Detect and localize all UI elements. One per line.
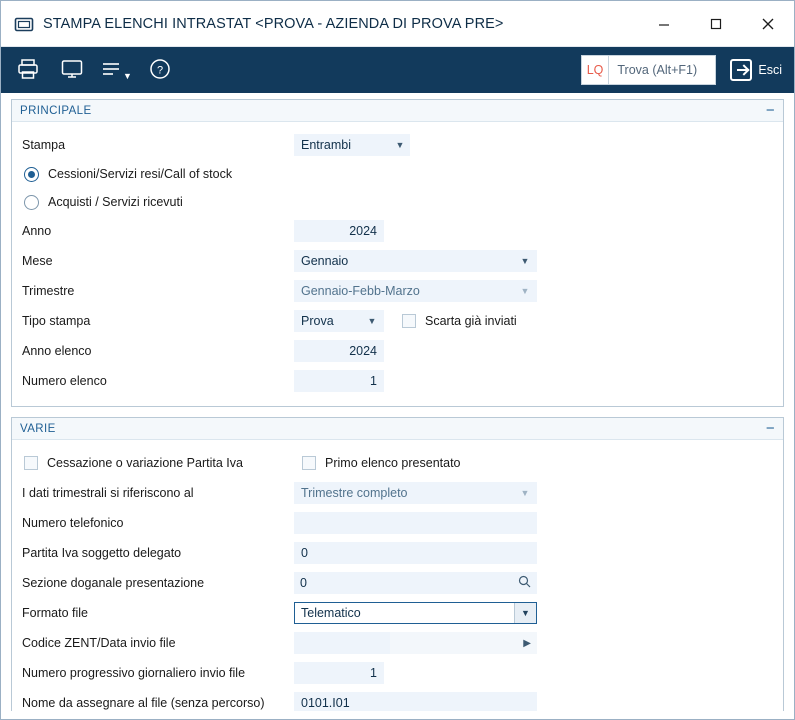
numero-progressivo-input[interactable]: 1 <box>294 662 384 684</box>
row-partita-iva <box>12 538 783 568</box>
lq-badge[interactable]: LQ <box>581 55 609 85</box>
dati-trimestrali-value: Trimestre completo <box>301 486 408 500</box>
radio-acquisti-label: Acquisti / Servizi ricevuti <box>48 195 183 209</box>
row-numero-progressivo <box>12 658 783 688</box>
cessazione-checkbox[interactable] <box>24 456 38 470</box>
scarta-label: Scarta già inviati <box>425 314 517 328</box>
row-formato-file <box>12 598 783 628</box>
anno-label: Anno <box>22 224 52 238</box>
help-button[interactable] <box>139 50 181 90</box>
dati-trimestrali-label: I dati trimestrali si riferiscono al <box>22 486 194 500</box>
row-stampa <box>12 130 783 160</box>
row-varie-checkboxes <box>12 448 783 478</box>
codice-zent-group <box>294 632 537 654</box>
mese-select[interactable] <box>294 250 537 272</box>
panel-varie-header[interactable] <box>12 418 783 440</box>
toolbar-right-group <box>581 47 794 93</box>
numero-elenco-input[interactable]: 1 <box>294 370 384 392</box>
monitor-icon <box>60 57 84 84</box>
formato-file-select[interactable] <box>294 602 537 624</box>
menu-button[interactable] <box>95 50 137 90</box>
mese-value: Gennaio <box>301 254 349 268</box>
exit-button[interactable] <box>730 59 782 81</box>
list-menu-icon <box>100 58 122 83</box>
codice-zent-input[interactable] <box>294 632 390 654</box>
anno-input[interactable]: 2024 <box>294 220 384 242</box>
numero-telefonico-input[interactable] <box>294 512 537 534</box>
trimestre-value: Gennaio-Febb-Marzo <box>301 284 420 298</box>
help-icon <box>148 57 172 84</box>
chevron-down-icon: ▼ <box>520 286 530 296</box>
formato-file-value: Telematico <box>301 606 361 620</box>
cessazione-label: Cessazione o variazione Partita Iva <box>47 456 243 470</box>
codice-zent-expand-button[interactable] <box>390 632 537 654</box>
numero-progressivo-label: Numero progressivo giornaliero invio file <box>22 666 246 680</box>
mese-label: Mese <box>22 254 53 268</box>
chevron-down-icon[interactable]: ▼ <box>514 603 536 623</box>
nome-file-label: Nome da assegnare al file (senza percorso) <box>22 696 265 710</box>
panel-varie-title: VARIE <box>20 422 56 435</box>
preview-button[interactable] <box>51 50 93 90</box>
bottom-strip <box>1 711 794 719</box>
row-numero-elenco <box>12 366 783 396</box>
codice-zent-label: Codice ZENT/Data invio file <box>22 636 176 650</box>
row-dati-trimestrali <box>12 478 783 508</box>
partita-iva-input[interactable]: 0 <box>294 542 537 564</box>
collapse-icon[interactable]: − <box>765 419 775 437</box>
search-icon[interactable] <box>518 575 531 591</box>
main-toolbar <box>1 47 794 93</box>
radio-cessioni[interactable] <box>12 160 783 188</box>
chevron-down-icon: ▼ <box>367 316 377 326</box>
printer-icon <box>16 57 40 84</box>
anno-elenco-input[interactable]: 2024 <box>294 340 384 362</box>
row-sezione-doganale <box>12 568 783 598</box>
chevron-down-icon: ▼ <box>520 488 530 498</box>
chevron-down-icon: ▼ <box>395 140 405 150</box>
stampa-value: Entrambi <box>301 138 352 152</box>
row-numero-telefonico <box>12 508 783 538</box>
primo-elenco-checkbox[interactable] <box>302 456 316 470</box>
title-bar <box>1 1 794 47</box>
print-button[interactable] <box>7 50 49 90</box>
primo-elenco-label: Primo elenco presentato <box>325 456 461 470</box>
maximize-button[interactable] <box>690 1 742 47</box>
cessazione-checkbox-group[interactable] <box>24 456 302 470</box>
scarta-checkbox[interactable] <box>402 314 416 328</box>
panel-varie-body <box>12 440 783 719</box>
svg-text:?: ? <box>156 64 164 76</box>
app-icon <box>7 14 41 34</box>
panel-varie <box>11 417 784 719</box>
chevron-right-icon: ▶ <box>523 637 531 649</box>
radio-cessioni-label: Cessioni/Servizi resi/Call of stock <box>48 167 233 181</box>
exit-icon <box>730 59 752 81</box>
window-title: STAMPA ELENCHI INTRASTAT <PROVA - AZIENDA DI PROVA PRE> <box>43 15 504 32</box>
partita-iva-label: Partita Iva soggetto delegato <box>22 546 182 560</box>
radio-acquisti-input[interactable] <box>24 195 39 210</box>
window-controls <box>638 1 794 47</box>
dati-trimestrali-select[interactable] <box>294 482 537 504</box>
minimize-button[interactable] <box>638 1 690 47</box>
panel-principale-body <box>12 122 783 406</box>
numero-telefonico-label: Numero telefonico <box>22 516 124 530</box>
sezione-doganale-label: Sezione doganale presentazione <box>22 576 205 590</box>
row-trimestre <box>12 276 783 306</box>
collapse-icon[interactable]: − <box>765 101 775 119</box>
nome-file-input[interactable]: 0101.I01 <box>294 692 537 714</box>
row-codice-zent <box>12 628 783 658</box>
close-button[interactable] <box>742 1 794 47</box>
formato-file-label: Formato file <box>22 606 88 620</box>
tipo-stampa-label: Tipo stampa <box>22 314 91 328</box>
numero-elenco-label: Numero elenco <box>22 374 107 388</box>
stampa-select[interactable] <box>294 134 384 156</box>
anno-elenco-label: Anno elenco <box>22 344 92 358</box>
trimestre-label: Trimestre <box>22 284 75 298</box>
panel-principale-header[interactable] <box>12 100 783 122</box>
tipo-stampa-value: Prova <box>301 314 334 328</box>
row-anno <box>12 216 783 246</box>
exit-label: Esci <box>758 63 782 77</box>
chevron-down-icon: ▼ <box>520 256 530 266</box>
primo-elenco-checkbox-group[interactable] <box>302 456 461 470</box>
chevron-down-icon: ▼ <box>123 71 132 81</box>
radio-cessioni-input[interactable] <box>24 167 39 182</box>
form-body <box>1 93 794 719</box>
radio-acquisti[interactable] <box>12 188 783 216</box>
panel-principale-title: PRINCIPALE <box>20 104 92 117</box>
stampa-select-arrow[interactable] <box>384 134 410 156</box>
sezione-doganale-input[interactable] <box>294 572 537 594</box>
tipo-stampa-select[interactable] <box>294 310 384 332</box>
row-mese <box>12 246 783 276</box>
sezione-doganale-value: 0 <box>300 576 307 590</box>
row-tipo-stampa <box>12 306 783 336</box>
trimestre-select[interactable] <box>294 280 537 302</box>
scarta-checkbox-group[interactable] <box>402 314 517 328</box>
row-anno-elenco <box>12 336 783 366</box>
find-button[interactable]: Trova (Alt+F1) <box>608 55 716 85</box>
stampa-label: Stampa <box>22 138 66 152</box>
panel-principale <box>11 99 784 407</box>
